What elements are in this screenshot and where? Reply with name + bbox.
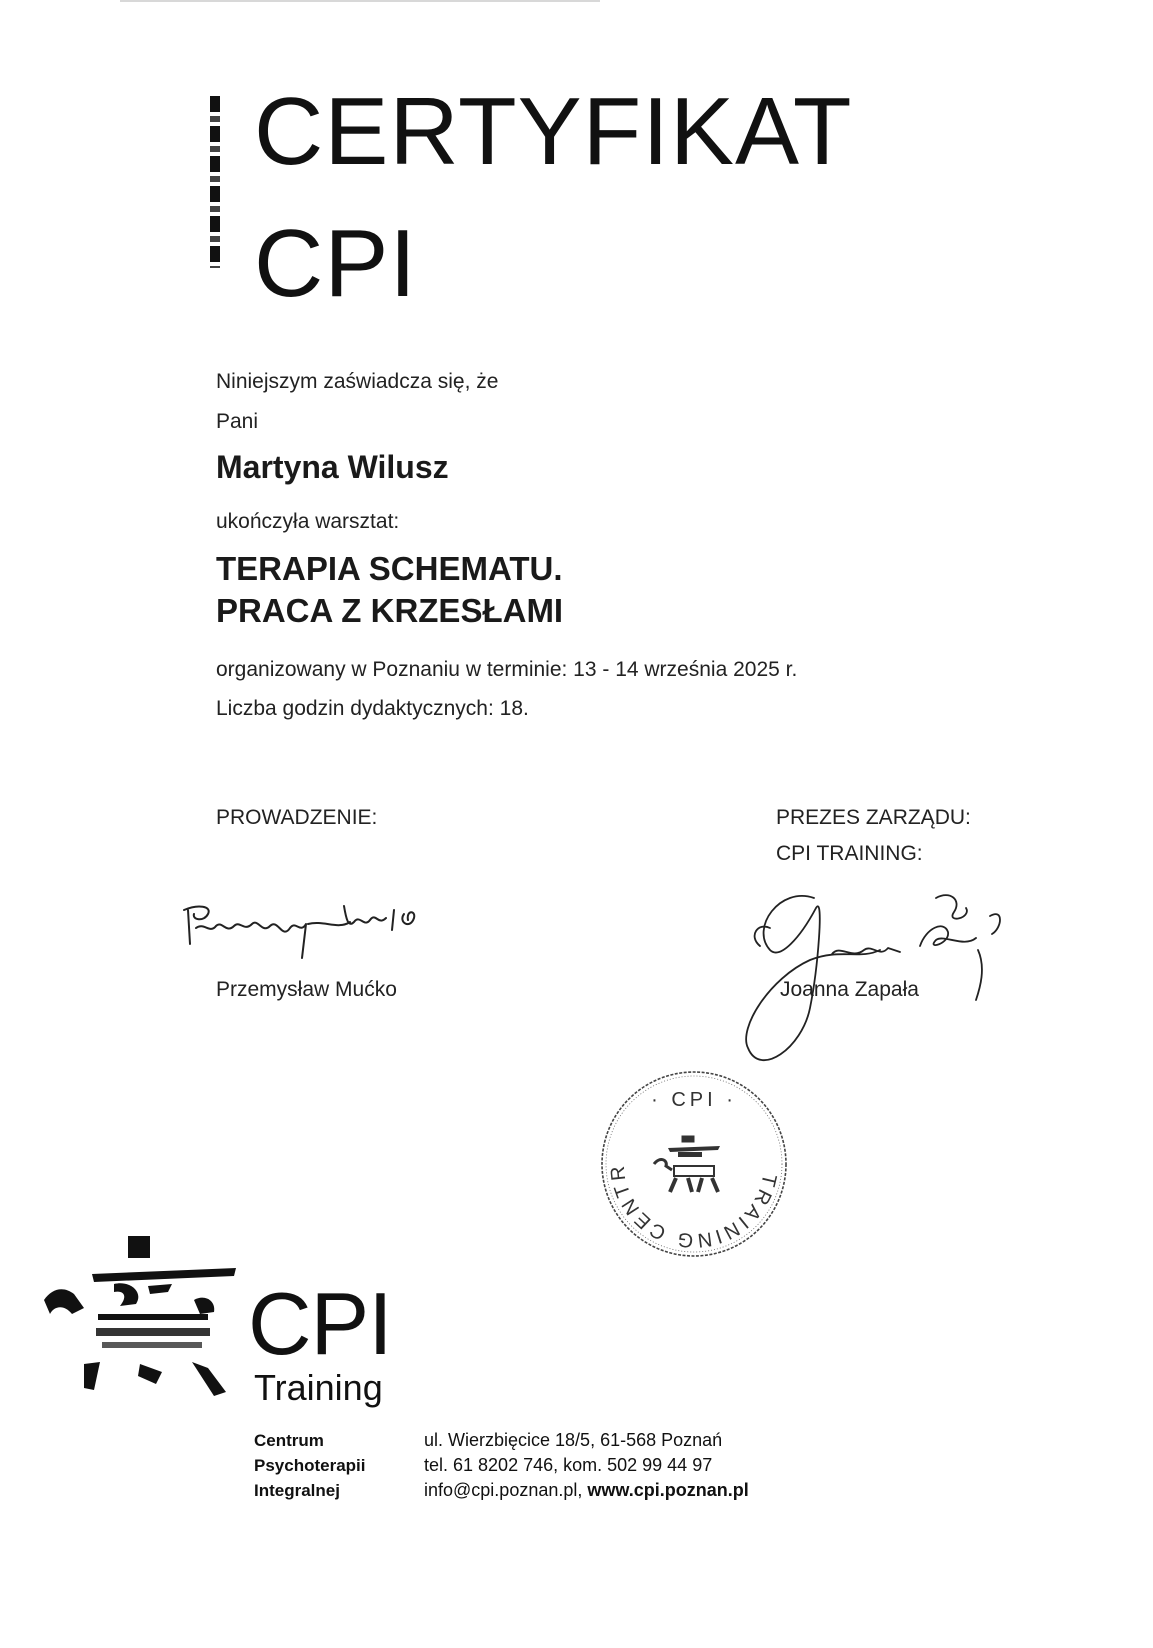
right-signatory-role-2: CPI TRAINING: <box>776 842 923 865</box>
footer-org-line1: Centrum <box>254 1431 324 1450</box>
stamp-ring-text: TRAINING CENTRE <box>589 1051 781 1252</box>
footer-phone: tel. 61 8202 746, kom. 502 99 44 97 <box>424 1455 713 1475</box>
certificate-subtitle: CPI <box>254 210 418 317</box>
company-stamp <box>589 1051 790 1260</box>
footer-email[interactable]: info@cpi.poznan.pl <box>424 1480 578 1500</box>
stamp-figure-icon <box>654 1136 720 1192</box>
heading-decorative-bar <box>210 96 220 268</box>
recipient-name: Martyna Wilusz <box>216 449 449 485</box>
left-signature-scribble <box>178 900 438 962</box>
footer-web-line <box>424 1478 749 1503</box>
course-title-line1: TERAPIA SCHEMATU. <box>216 550 563 587</box>
right-signatory-role-1: PREZES ZARZĄDU: <box>776 806 971 829</box>
footer-address: ul. Wierzbięcice 18/5, 61-568 Poznań <box>424 1430 723 1450</box>
completed-label: ukończyła warsztat: <box>216 510 400 533</box>
footer-org-line3: Integralnej <box>254 1481 340 1500</box>
logo-sub-text: Training <box>254 1367 383 1408</box>
scan-edge-line <box>120 0 600 2</box>
course-title-line2: PRACA Z KRZESŁAMI <box>216 592 564 629</box>
salutation-text: Pani <box>216 410 259 433</box>
left-signatory-role: PROWADZENIE: <box>216 806 378 829</box>
logo-brand-text: CPI <box>248 1274 392 1373</box>
left-signatory-name: Przemysław Mućko <box>216 978 397 1001</box>
footer-website[interactable]: www.cpi.poznan.pl <box>587 1480 749 1500</box>
footer-organization <box>254 1428 366 1503</box>
course-title <box>216 548 563 632</box>
stamp-top-text: · CPI · <box>651 1089 737 1111</box>
cpi-logo-figure-icon <box>44 1234 244 1416</box>
intro-text: Niniejszym zaświadcza się, że <box>216 370 499 393</box>
footer-contact <box>424 1428 749 1503</box>
certificate-title: CERTYFIKAT <box>254 78 853 185</box>
right-signatory-name: Joanna Zapała <box>780 978 919 1001</box>
footer-org-line2: Psychoterapii <box>254 1456 366 1475</box>
hours-text: Liczba godzin dydaktycznych: 18. <box>216 697 529 720</box>
footer-separator: , <box>577 1480 588 1500</box>
organized-text: organizowany w Poznaniu w terminie: 13 - 14 września 2025 r. <box>216 658 798 681</box>
